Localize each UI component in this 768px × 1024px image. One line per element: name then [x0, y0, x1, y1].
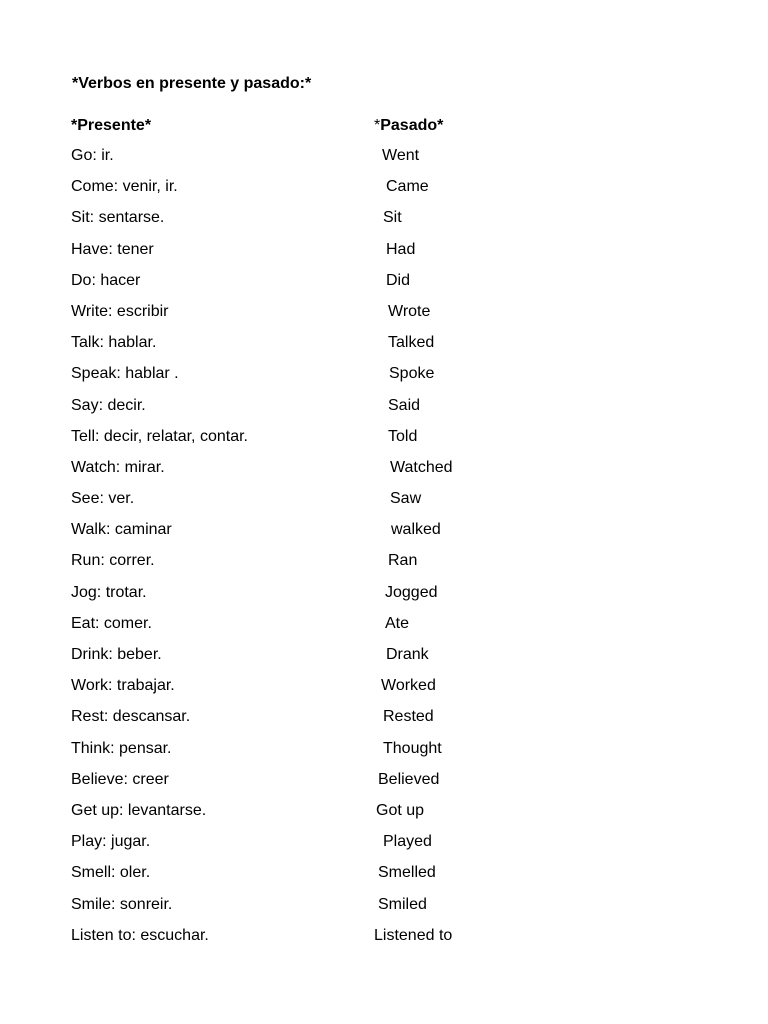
column-header-pasado-asterisk: *: [374, 117, 381, 134]
verb-present: Have: tener: [71, 240, 154, 258]
verb-past: Told: [388, 427, 418, 445]
verb-row: [0, 520, 768, 551]
verb-present: Smell: oler.: [71, 864, 151, 882]
verb-row: [0, 177, 768, 208]
verb-present: Work: trabajar.: [71, 677, 175, 695]
verb-past: Worked: [381, 677, 436, 695]
verb-row: [0, 863, 768, 894]
verb-present: Tell: decir, relatar, contar.: [71, 427, 248, 445]
verb-present: Talk: hablar.: [71, 334, 157, 352]
verb-present: Play: jugar.: [71, 833, 151, 851]
verb-row: [0, 926, 768, 957]
verb-past: Watched: [390, 458, 453, 476]
verb-present: Write: escribir: [71, 302, 169, 320]
verb-present: Eat: comer.: [71, 614, 152, 632]
verb-present: Walk: caminar: [71, 521, 172, 539]
verb-row: [0, 707, 768, 738]
verb-past: walked: [391, 521, 441, 539]
verb-row: [0, 333, 768, 364]
column-header-pasado: [374, 116, 443, 136]
verb-past: Smiled: [378, 895, 427, 913]
verb-present: Run: correr.: [71, 552, 155, 570]
verb-row: [0, 146, 768, 177]
column-header-presente: [71, 116, 151, 136]
verb-past: Rested: [383, 708, 434, 726]
document-title: *Verbos en presente y pasado:*: [72, 75, 312, 92]
verb-present: Think: pensar.: [71, 739, 172, 757]
verb-present: Sit: sentarse.: [71, 209, 165, 227]
verb-row: [0, 801, 768, 832]
verb-past: Went: [382, 147, 420, 164]
verb-row: [0, 427, 768, 458]
verb-past: Did: [386, 271, 411, 289]
verb-row: [0, 583, 768, 614]
verb-present: Do: hacer: [71, 271, 141, 289]
column-header-pasado-label: Pasado*: [380, 117, 444, 134]
verb-row: [0, 458, 768, 489]
verb-past: Jogged: [385, 583, 438, 601]
verb-row: [0, 645, 768, 676]
verb-past: Sit: [383, 209, 402, 227]
verb-past: Ate: [385, 614, 410, 632]
verb-past: Talked: [388, 334, 435, 352]
verb-past: Spoke: [389, 365, 435, 383]
verb-present: See: ver.: [71, 490, 135, 508]
verb-row: [0, 739, 768, 770]
verb-row: [0, 614, 768, 645]
verb-present: Get up: levantarse.: [71, 801, 207, 819]
verb-present: Believe: creer: [71, 770, 169, 788]
verb-present: Smile: sonreir.: [71, 895, 173, 913]
verb-past: Smelled: [378, 864, 436, 882]
verb-past: Thought: [383, 739, 442, 757]
verb-past: Played: [383, 833, 432, 851]
verb-row: [0, 832, 768, 863]
verb-present: Listen to: escuchar.: [71, 926, 209, 944]
verb-past: Got up: [376, 801, 425, 819]
verb-row: [0, 489, 768, 520]
verb-row: [0, 551, 768, 582]
verb-row: [0, 364, 768, 395]
verb-row: [0, 770, 768, 801]
verb-row: [0, 895, 768, 926]
verb-present: Go: ir.: [71, 147, 114, 164]
verb-past: Ran: [388, 552, 418, 570]
verb-row: [0, 271, 768, 302]
verb-present: Speak: hablar .: [71, 365, 179, 383]
verb-present: Come: venir, ir.: [71, 178, 178, 196]
verb-past: Drank: [386, 646, 429, 663]
verb-present: Jog: trotar.: [71, 583, 147, 601]
verb-row: [0, 302, 768, 333]
verb-past: Believed: [378, 770, 440, 788]
verb-row: [0, 396, 768, 427]
verb-past: Had: [386, 240, 416, 258]
column-header-presente-label: *Presente*: [71, 117, 152, 134]
verb-present: Rest: descansar.: [71, 708, 191, 726]
verb-past: Wrote: [388, 302, 431, 320]
verb-present: Watch: mirar.: [71, 458, 165, 476]
verb-past: Said: [388, 396, 421, 414]
verb-row: [0, 240, 768, 271]
verb-row: [0, 208, 768, 239]
verb-present: Drink: beber.: [71, 646, 162, 663]
verb-past: Saw: [390, 490, 422, 508]
verb-past: Came: [386, 178, 429, 196]
verb-present: Say: decir.: [71, 396, 146, 414]
verb-list: [0, 146, 768, 957]
verb-past: Listened to: [374, 926, 453, 944]
verb-row: [0, 676, 768, 707]
